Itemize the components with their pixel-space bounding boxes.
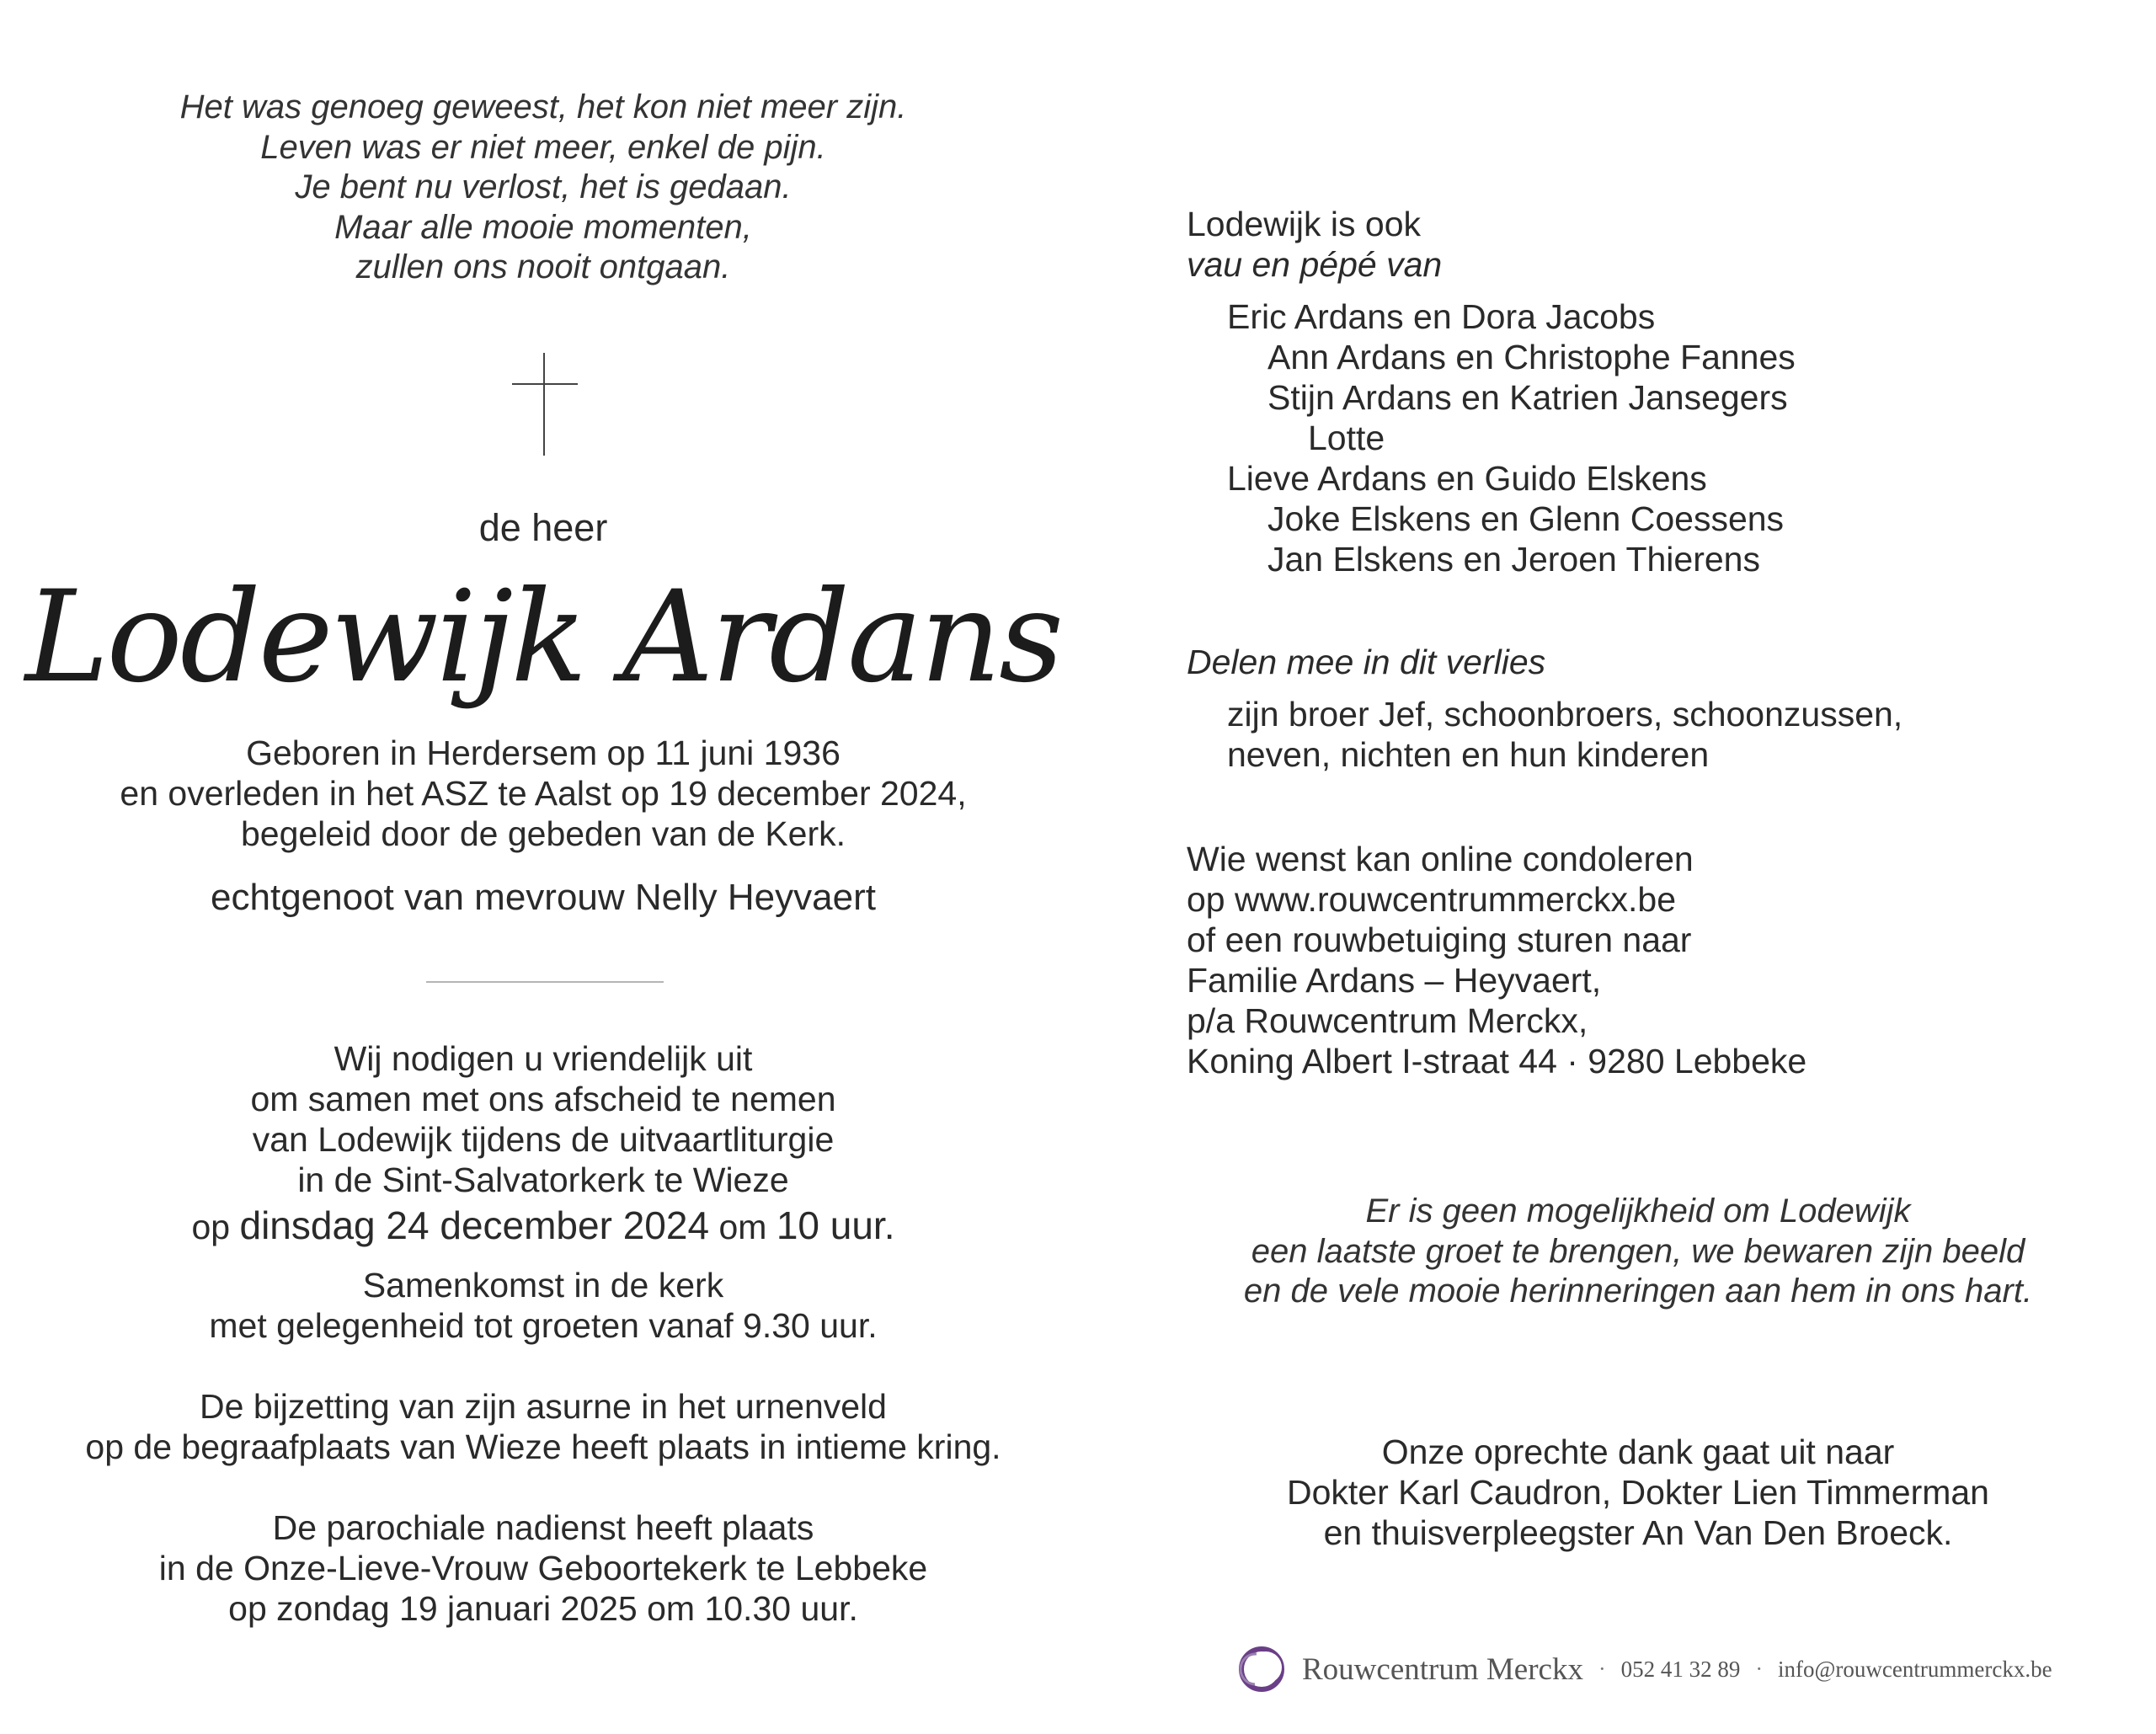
footer-phone[interactable]: 052 41 32 89 [1620, 1656, 1741, 1682]
deceased-name: Lodewijk Ardans [24, 564, 1062, 711]
service-date-time: 10 uur. [776, 1203, 895, 1247]
interment-block [0, 1386, 1086, 1467]
no-farewell-block [1175, 1192, 2101, 1312]
gathering-block [0, 1265, 1086, 1346]
poem-line: zullen ons nooit ontgaan. [355, 248, 731, 285]
birth-death-line: begeleid door de gebeden van de Kerk. [240, 814, 846, 853]
no-farewell-line: een laatste groet te brengen, we bewaren zijn beeld [1251, 1232, 2025, 1270]
cross-icon-horizontal [512, 383, 578, 385]
footer [1238, 1644, 2052, 1694]
salutation: de heer [478, 506, 608, 549]
family-member: Lotte [1308, 419, 1385, 457]
invitation-line: in de Sint-Salvatorkerk te Wieze [297, 1160, 789, 1199]
no-farewell-line: Er is geen mogelijkheid om Lodewijk [1365, 1192, 1911, 1230]
share-loss-heading: Delen mee in dit verlies [1187, 643, 1546, 681]
family-relation: vau en pépé van [1187, 245, 1443, 284]
interment-line: op de begraafplaats van Wieze heeft plaats in intieme kring. [85, 1427, 1001, 1466]
condolence-block [1187, 839, 1806, 1081]
footer-separator: · [1755, 1657, 1764, 1681]
cross-icon-vertical [543, 353, 545, 456]
invitation-line: van Lodewijk tijdens de uitvaartliturgie [252, 1120, 835, 1159]
divider [426, 981, 664, 983]
family-block [1187, 204, 1796, 579]
family-member: Eric Ardans en Dora Jacobs [1227, 297, 1656, 336]
share-loss-block [1187, 642, 1903, 775]
invitation-line: Wij nodigen u vriendelijk uit [334, 1039, 753, 1078]
share-loss-line: zijn broer Jef, schoonbroers, schoonzussen, [1227, 695, 1903, 734]
family-member: Stijn Ardans en Katrien Jansegers [1267, 378, 1788, 417]
memorial-line: in de Onze-Lieve-Vrouw Geboortekerk te Lebbeke [158, 1549, 928, 1587]
thanks-line: Dokter Karl Caudron, Dokter Lien Timmerman [1287, 1473, 1989, 1512]
interment-line: De bijzetting van zijn asurne in het urnenveld [200, 1387, 887, 1426]
poem-line: Leven was er niet meer, enkel de pijn. [260, 128, 826, 166]
condolence-website[interactable]: op www.rouwcentrummerckx.be [1187, 880, 1677, 919]
condolence-line: of een rouwbetuiging sturen naar [1187, 920, 1692, 959]
family-intro: Lodewijk is ook [1187, 205, 1422, 243]
crescent-logo-icon [1238, 1646, 1285, 1693]
service-date-date: dinsdag 24 december 2024 [239, 1203, 710, 1247]
birth-death-block [0, 733, 1086, 854]
share-loss-line: neven, nichten en hun kinderen [1227, 735, 1710, 774]
gathering-line: Samenkomst in de kerk [362, 1266, 724, 1305]
invitation-line: om samen met ons afscheid te nemen [250, 1080, 836, 1118]
condolence-line: Wie wenst kan online condoleren [1187, 840, 1694, 878]
service-date [0, 1203, 1086, 1250]
footer-brand: Rouwcentrum Merckx [1302, 1651, 1583, 1687]
poem-line: Maar alle mooie momenten, [334, 208, 752, 246]
spouse: echtgenoot van mevrouw Nelly Heyvaert [211, 877, 876, 918]
footer-separator: · [1598, 1657, 1606, 1681]
poem-line: Het was genoeg geweest, het kon niet meer zijn. [179, 88, 907, 125]
condolence-line: Koning Albert I-straat 44 · 9280 Lebbeke [1187, 1042, 1807, 1080]
birth-death-line: en overleden in het ASZ te Aalst op 19 december 2024, [120, 774, 967, 813]
gathering-line: met gelegenheid tot groeten vanaf 9.30 uur. [209, 1306, 878, 1345]
thanks-line: en thuisverpleegster An Van Den Broeck. [1323, 1513, 1953, 1552]
thanks-line: Onze oprechte dank gaat uit naar [1381, 1433, 1895, 1471]
no-farewell-line: en de vele mooie herinneringen aan hem in ons hart. [1243, 1272, 2033, 1310]
invitation-block [0, 1038, 1086, 1200]
memorial-line: De parochiale nadienst heeft plaats [272, 1508, 814, 1547]
family-member: Joke Elskens en Glenn Coessens [1267, 499, 1785, 538]
condolence-line: p/a Rouwcentrum Merckx, [1187, 1001, 1588, 1040]
thanks-block [1175, 1432, 2101, 1553]
family-member: Jan Elskens en Jeroen Thierens [1267, 540, 1760, 579]
poem [0, 88, 1086, 288]
family-member: Lieve Ardans en Guido Elskens [1227, 459, 1707, 498]
service-date-prefix: op [191, 1208, 231, 1246]
footer-email[interactable]: info@rouwcentrummerckx.be [1778, 1656, 2052, 1682]
condolence-line: Familie Ardans – Heyvaert, [1187, 961, 1602, 1000]
birth-death-line: Geboren in Herdersem op 11 juni 1936 [246, 734, 841, 772]
family-member: Ann Ardans en Christophe Fannes [1267, 338, 1796, 376]
memorial-block [0, 1507, 1086, 1629]
memorial-line: op zondag 19 januari 2025 om 10.30 uur. [228, 1589, 858, 1628]
poem-line: Je bent nu verlost, het is gedaan. [295, 168, 792, 205]
service-date-mid: om [718, 1208, 767, 1246]
